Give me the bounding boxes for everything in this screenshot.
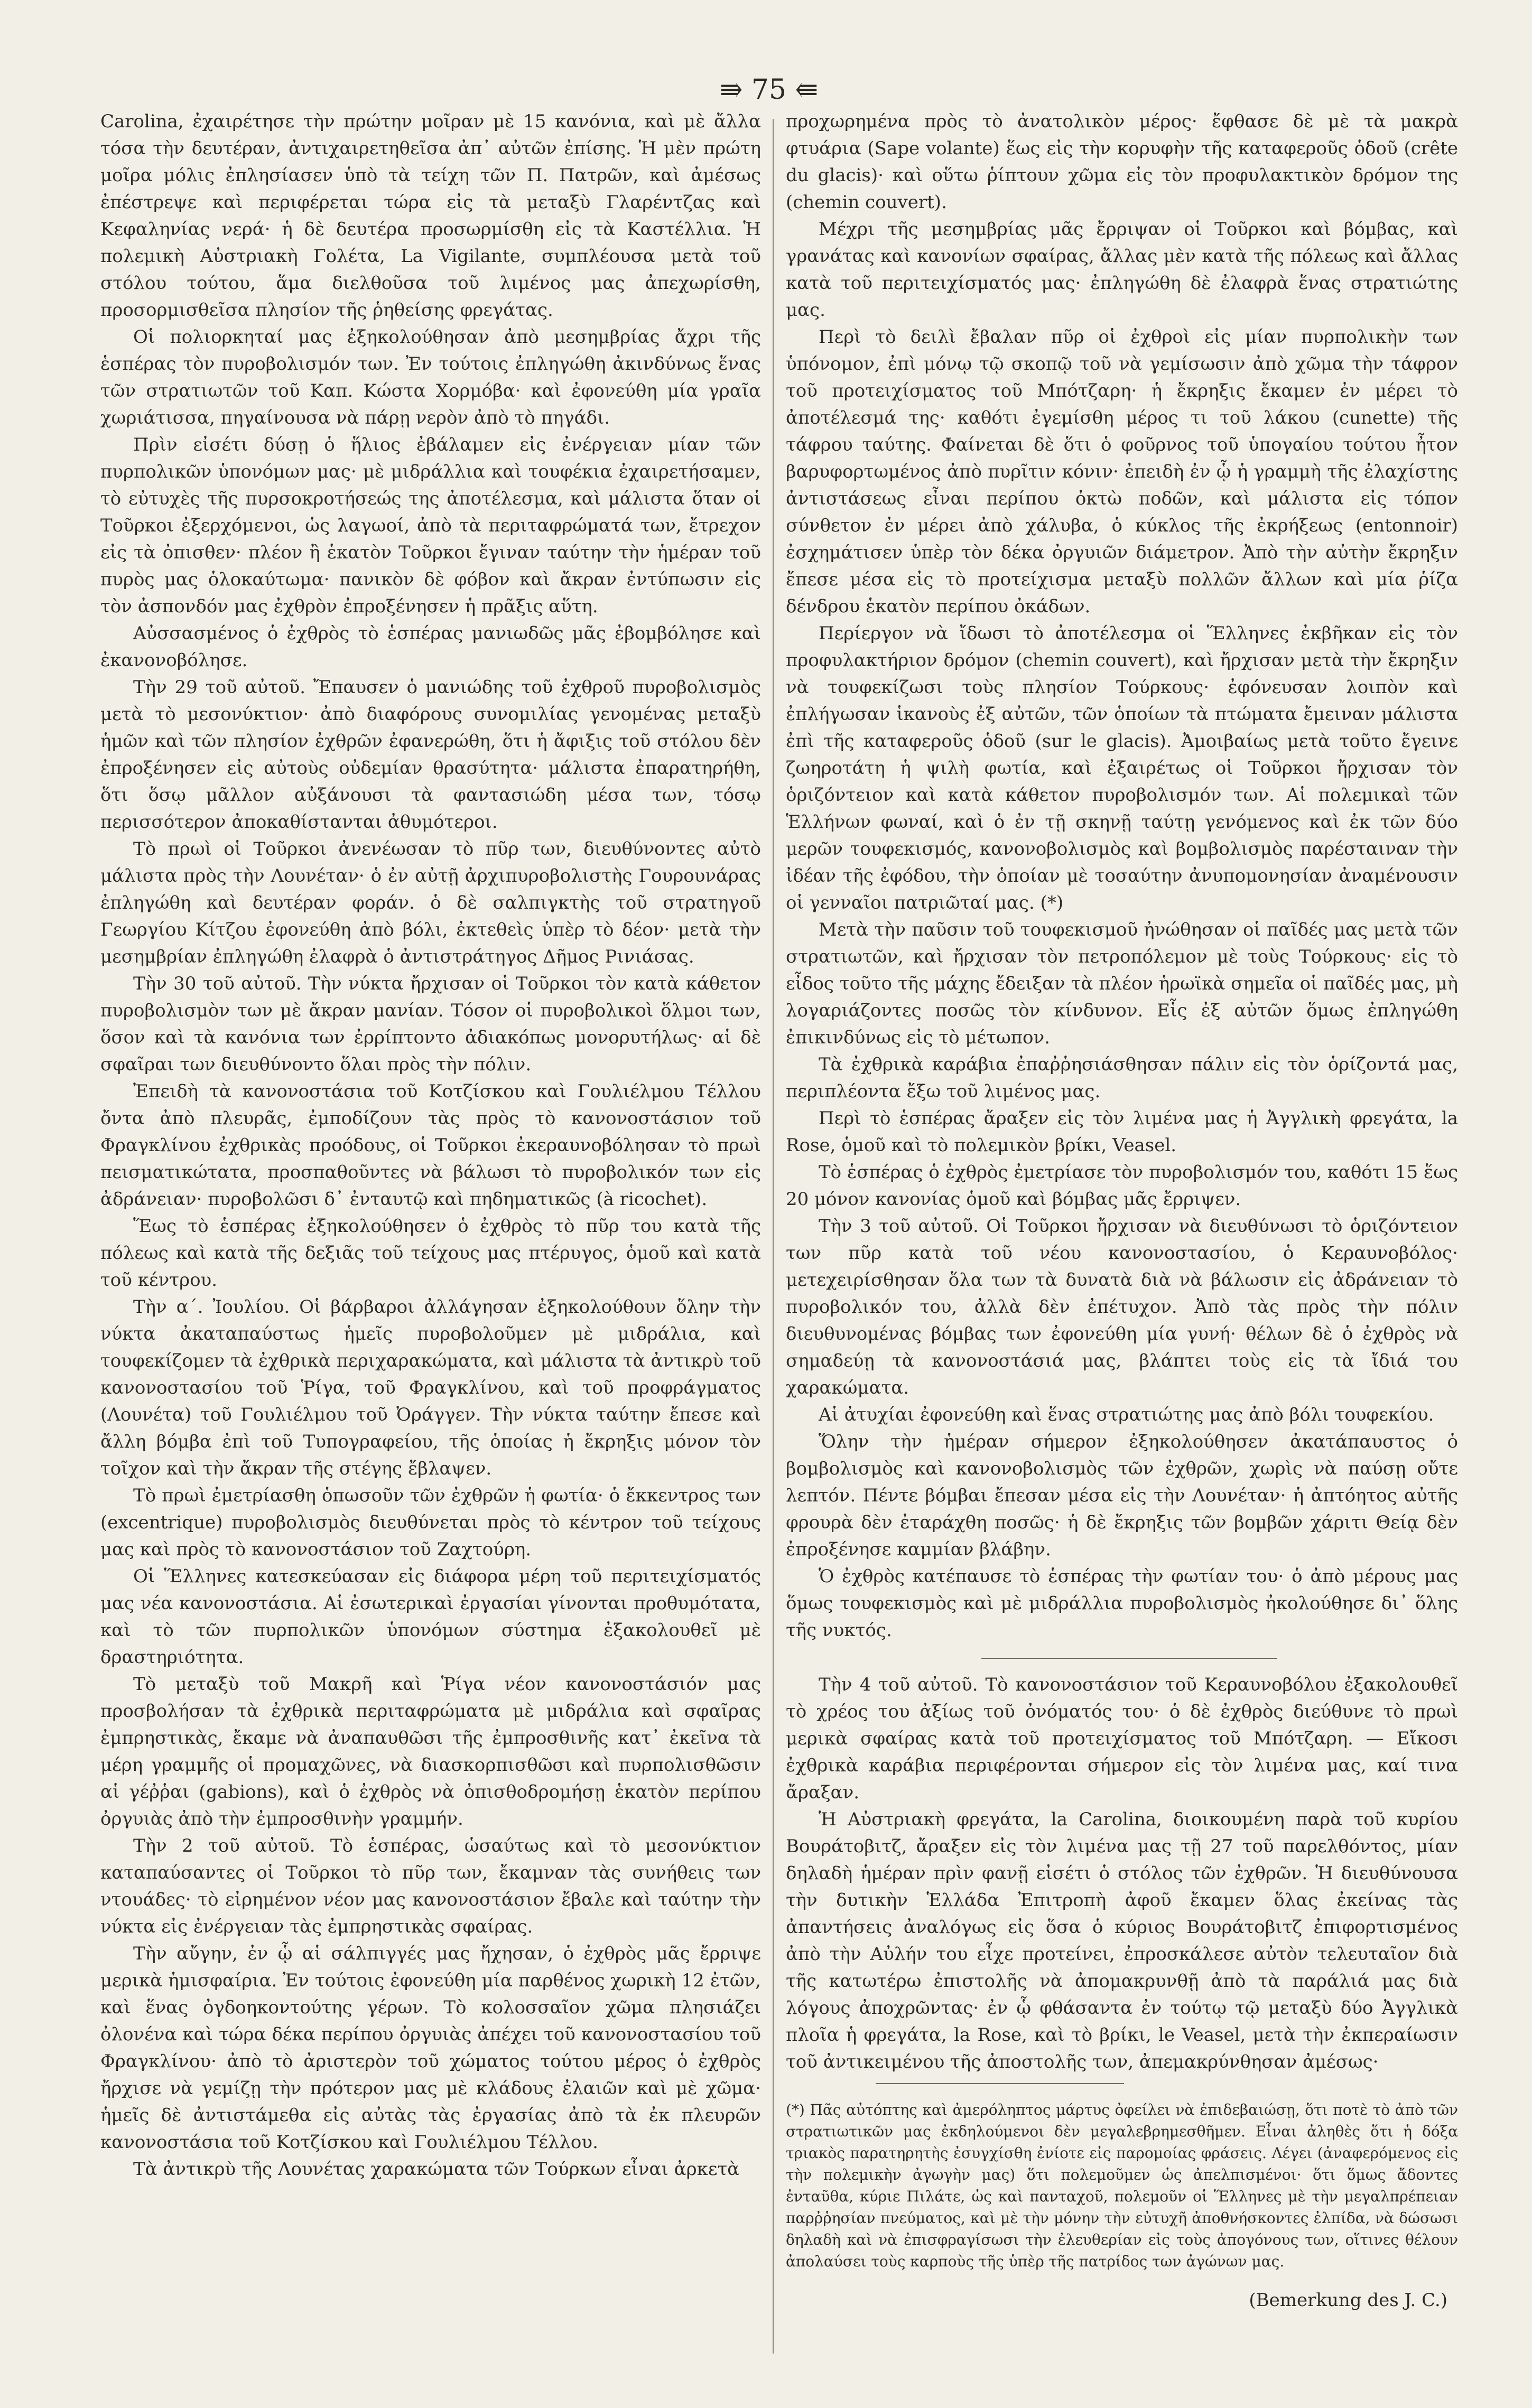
right-paragraph-7: Περὶ τὸ ἑσπέρας ἄραξεν εἰς τὸν λιμένα μας ἡ Ἀγγλικὴ φρεγάτα, la Rose, ὁμοῦ καὶ τὸ πολεμικὸν βρίκι, Veasel. xyxy=(786,1108,1458,1156)
footnote-signature: (Bemerkung des J. C.) xyxy=(1249,2290,1447,2311)
left-paragraph-8: Ἐπειδὴ τὰ κανονοστάσια τοῦ Κοτζίσκου καὶ Γουλιέλμου Τέλλου ὄντα ἀπὸ πλευρᾶς, ἐμποδίζουν τὰς πρὸς τὸ κανονοστάσιον τοῦ Φραγκλίνου ἐχθρικὰς προόδους, οἱ Τοῦρκοι ἐκεραυνοβόλησαν τὸ πρωὶ πεισματικώτατα, προσπαθοῦντες νὰ βάλωσι τὸ πυροβολικόν των εἰς ἀδράνειαν· πυροβολῶσι δ᾽ ἐνταυτῷ καὶ πηδηματικῶς (à ricochet). xyxy=(100,1081,761,1210)
left-paragraph-10: Τὴν α´. Ἰουλίου. Οἱ βάρβαροι ἀλλάγησαν ἐξηκολούθουν ὅλην τὴν νύκτα ἀκαταπαύστως ἡμεῖς πυροβολοῦμεν μὲ μιδράλια, καὶ τουφεκίζομεν τὰ ἐχθρικὰ περιχαρακώματα, καὶ μάλιστα τὰ ἀντικρὺ τοῦ κανονοστασίου τοῦ Ῥίγα, τοῦ Φραγκλίνου, καὶ τοῦ προφράγματος (Λουνέτα) τοῦ Γουλιέλμου τοῦ Ὀράγγεν. Τὴν νύκτα ταύτην ἔπεσε καὶ ἄλλη βόμβα ἐπὶ τοῦ Τυπογραφείου, τῆς ὁποίας ἡ ἔκρηξις μόνον τὸν τοῖχον καὶ τὴν ἄκραν τῆς στέγης ἔβλαψεν. xyxy=(100,1296,761,1479)
right-paragraph-10: Αἱ ἀτυχίαι ἐφονεύθη καὶ ἕνας στρατιώτης μας ἀπὸ βόλι τουφεκίου. xyxy=(819,1404,1434,1425)
left-paragraph-3: Πρὶν εἰσέτι δύσῃ ὁ ἥλιος ἐβάλαμεν εἰς ἐνέργειαν μίαν τῶν πυρπολικῶν ὑπονόμων μας· μὲ μιδράλλια καὶ τουφέκια ἐχαιρετήσαμεν, τὸ εὐτυχὲς τῆς πυρσοκροτήσεώς της ἀποτέλεσμα, καὶ μάλιστα ὅταν οἱ Τοῦρκοι ἐξερχόμενοι, ὡς λαγωοί, ἀπὸ τὰ περιταφρώματά των, ἔτρεχον εἰς τὰ ὀπισθεν· πλέον ἢ ἑκατὸν Τοῦρκοι ἔγιναν ταύτην τὴν ἡμέραν τοῦ πυρὸς μας ὁλοκαύτωμα· πανικὸν δὲ φόβον καὶ ἄκραν ἐντύπωσιν εἰς τὸν ἀσπονδόν μας ἐχθρὸν ἐπροξένησεν ἡ πρᾶξις αὕτη. xyxy=(100,434,761,617)
column-divider xyxy=(773,119,774,2354)
left-paragraph-9: Ἕως τὸ ἑσπέρας ἐξηκολούθησεν ὁ ἐχθρὸς τὸ πῦρ του κατὰ τῆς πόλεως καὶ κατὰ τῆς δεξιᾶς τοῦ τείχους μας πτέρυγος, ὁμοῦ καὶ κατὰ τοῦ κέντρου. xyxy=(100,1216,761,1291)
right-paragraph-6: Τὰ ἐχθρικὰ καράβια ἐπαῤῥησιάσθησαν πάλιν εἰς τὸν ὁρίζοντά μας, περιπλέοντα ἔξω τοῦ λιμένος μας. xyxy=(786,1054,1458,1102)
page-number-value: 75 xyxy=(751,74,787,106)
left-paragraph-13: Τὸ μεταξὺ τοῦ Μακρῆ καὶ Ῥίγα νέον κανονοστάσιόν μας προσβολήσαν τὰ ἐχθρικὰ περιταφρώματα μὲ μιδράλια καὶ σφαῖρας ἐμπρηστικὰς, ἔκαμε νὰ ἀναπαυθῶσι τῆς ἐμπροσθινῆς κατ᾽ ἐκεῖνα τὰ μέρη γραμμῆς οἱ προμαχῶνες, νὰ διασκορπισθῶσι καὶ πυρπολισθῶσιν αἱ γέῤῥαι (gabions), καὶ ὁ ἐχθρὸς νὰ ὀπισθοδρομήσῃ ἑκατὸν περίπου ὀργυιὰς ἀπὸ τὴν ἐμπροσθινὴν γραμμήν. xyxy=(100,1674,761,1830)
ornament-right: ⇚ xyxy=(786,74,819,106)
left-paragraph-5: Τὴν 29 τοῦ αὐτοῦ. Ἔπαυσεν ὁ μανιώδης τοῦ ἐχθροῦ πυροβολισμὸς μετὰ τὸ μεσονύκτιον· ἀπὸ διαφόρους συνομιλίας γενομένας μεταξὺ ἡμῶν καὶ τῶν πλησίον ἐχθρῶν ἐφανερώθη, ὅτι ἡ ἄφιξις τοῦ στόλου δὲν ἐπροξένησεν εἰς αὐτοὺς οὐδεμίαν θρασύτητα· μάλιστα ἐπαρατηρήθη, ὅτι ὅσῳ μᾶλλον αὐξάνουσι τὰ φαντασιώδη μέσα των, τόσῳ περισσότερον ἀποκαθίστανται ἀθυμότεροι. xyxy=(100,677,761,833)
left-paragraph-12: Οἱ Ἕλληνες κατεσκεύασαν εἰς διάφορα μέρη τοῦ περιτειχίσματός μας νέα κανονοστάσια. Αἱ ἐσωτερικαὶ ἐργασίαι γίνονται προθυμότατα, καὶ τὸ τῶν πυρπολικῶν ὑπονόμων σύστημα ἐξακολουθεῖ μὲ δραστηριότητα. xyxy=(100,1566,761,1668)
right-paragraph-5: Μετὰ τὴν παῦσιν τοῦ τουφεκισμοῦ ἠνώθησαν οἱ παῖδές μας μετὰ τῶν στρατιωτῶν, καὶ ἤρχισαν τὸν πετροπόλεμον μὲ τοὺς Τούρκους· εἰς τὸ εἶδος τοῦτο τῆς μάχης ἔδειξαν τὰ πλέον ἡρωϊκὰ σημεῖα οἱ παῖδές μας, μὴ λογαριάζοντες ποσῶς τὸν κίνδυνον. Εἷς ἐξ αὐτῶν ὅμως ἐπληγώθη ἐπικινδύνως εἰς τὸ μέτωπον. xyxy=(786,919,1458,1048)
left-paragraph-1: Carolina, ἐχαιρέτησε τὴν πρώτην μοῖραν μὲ 15 κανόνια, καὶ μὲ ἄλλα τόσα τὴν δευτέραν, ἀντιχαιρετηθεῖσα ἀπ᾽ αὐτῶν ἐπίσης. Ἡ μὲν πρώτη μοῖρα μόλις ἐπλησίασεν ὑπὸ τὰ τείχη τῶν Π. Πατρῶν, καὶ ἀμέσως ἐπέστρεψε καὶ περιφέρεται τώρα εἰς τὰ μεταξὺ Γλαρέντζας καὶ Κεφαληνίας νερά· ἡ δὲ δευτέρα προσωρμίσθη εἰς τὰ Καστέλλια. Ἡ πολεμικὴ Αὐστριακὴ Γολέτα, La Vigilante, συμπλέουσα μετὰ τοῦ στόλου τούτου, ἅμα διελθοῦσα τοῦ λιμένος μας ἀπεχωρίσθη, προσορμισθεῖσα πλησίον τῆς ῥηθείσης φρεγάτας. xyxy=(100,111,761,321)
page-number xyxy=(692,74,846,106)
ornament-left: ⇛ xyxy=(719,74,751,106)
right-column xyxy=(786,108,1458,2364)
right-paragraph-13: Τὴν 4 τοῦ αὐτοῦ. Τὸ κανονοστάσιον τοῦ Κεραυνοβόλου ἐξακολουθεῖ τὸ χρέος του ἀξίως τοῦ ὀνόματός του· ὁ δὲ ἐχθρὸς διεύθυνε τὸ πρωὶ μερικὰ σφαίρας κατὰ τοῦ προτειχίσματος τοῦ Μπότζαρη. — Εἴκοσι ἐχθρικὰ καράβια περιφέρονται σήμερον εἰς τὸν λιμένα μας, καί τινα ἄραξαν. xyxy=(786,1674,1458,1803)
right-paragraph-1: προχωρημένα πρὸς τὸ ἀνατολικὸν μέρος· ἔφθασε δὲ μὲ τὰ μακρὰ φτυάρια (Sape volante) ἕως εἰς τὴν κορυφὴν τῆς καταφεροῦς ὁδοῦ (crête du glacis)· καὶ οὕτω ῥίπτουν χῶμα εἰς τὸν προφυλακτικὸν δρόμον της (chemin couvert). xyxy=(786,111,1458,213)
section-rule xyxy=(981,1658,1277,1659)
left-paragraph-11: Τὸ πρωὶ ἐμετρίασθη ὁπωσοῦν τῶν ἐχθρῶν ἡ φωτία· ὁ ἔκκεντρος των (excentrique) πυροβολισμὸς διευθύνεται πρὸς τὸ κέντρον τοῦ τείχους μας καὶ πρὸς τὸ κανονοστάσιον τοῦ Ζαχτούρη. xyxy=(100,1485,761,1560)
right-paragraph-11: Ὅλην τὴν ἡμέραν σήμερον ἐξηκολούθησεν ἀκατάπαυστος ὁ βομβολισμὸς καὶ κανονοβολισμὸς τῶν ἐχθρῶν, χωρὶς νὰ παύσῃ οὔτε λεπτόν. Πέντε βόμβαι ἔπεσαν μέσα εἰς τὴν Λουνέταν· ἡ ἀπτόητος αὐτῆς φρουρὰ δὲν ἐταράχθη ποσῶς· ἡ δὲ ἔκρηξις τῶν βομβῶν χάριτι Θείᾳ δὲν ἐπροξένησε καμμίαν βλάβην. xyxy=(786,1431,1458,1560)
left-paragraph-6: Τὸ πρωὶ οἱ Τοῦρκοι ἀνενέωσαν τὸ πῦρ των, διευθύνοντες αὐτὸ μάλιστα πρὸς τὴν Λουνέταν· ὁ ἐν αὐτῇ ἀρχιπυροβολιστὴς Γουρουνάρας ἐπληγώθη καὶ δευτέραν φοράν. ὁ δὲ σαλπιγκτὴς τοῦ στρατηγοῦ Γεωργίου Κίτζου ἐφονεύθη ἀπὸ βόλι, ἐκτεθεὶς ὑπὲρ τὸ δέον· μετὰ τὴν μεσημβρίαν ἐπληγώθη ἐλαφρὰ ὁ ἀντιστράτηγος Δῆμος Ρινιάσας. xyxy=(100,838,761,967)
right-paragraph-14: Ἡ Αὐστριακὴ φρεγάτα, la Carolina, διοικουμένη παρὰ τοῦ κυρίου Βουράτοβιτζ, ἄραξεν εἰς τὸν λιμένα μας τῇ 27 τοῦ παρελθόντος, μίαν δηλαδὴ ἡμέραν πρὶν φανῇ εἰσέτι ὁ στόλος τῶν ἐχθρῶν. Ἡ διευθύνουσα τὴν δυτικὴν Ἑλλάδα Ἐπιτροπὴ ἀφοῦ ἔκαμεν ὅλας ἐκείνας τὰς ἀπαντήσεις ἀναλόγως εἰς ὅσα ὁ κύριος Βουράτοβιτζ ἐπιφορτισμένος ἀπὸ τὴν Αὐλήν του εἶχε προτείνει, ἐπροσκάλεσε αὐτὸν τελευταῖον διὰ τῆς κατωτέρω ἐπιστολῆς νὰ ἀπομακρυνθῇ ἀπὸ τὰ παράλιά μας διὰ λόγους ἀποχρῶντας· ἐν ᾧ φθάσαντα ἐν τούτῳ τῷ μεταξὺ δύο Ἀγγλικὰ πλοῖα ἡ φρεγάτα, la Rose, καὶ τὸ βρίκι, le Veasel, μετὰ τὴν ἐκπεραίωσιν τοῦ ἀντικειμένου τῆς ἀποστολῆς των, ἀπεμακρύνθησαν ἀμέσως· xyxy=(786,1809,1458,2073)
footnote-rule xyxy=(876,2083,1124,2084)
left-paragraph-7: Τὴν 30 τοῦ αὐτοῦ. Τὴν νύκτα ἤρχισαν οἱ Τοῦρκοι τὸν κατὰ κάθετον πυροβολισμὸν των μὲ ἄκραν μανίαν. Τόσον οἱ πυροβολικοὶ ὅλμοι των, ὅσον καὶ τὰ κανόνια των ἐρρίπτοντο ἀδιακόπως μονορυτήλως· αἱ δὲ σφαῖραι των διευθύνοντο ὅλαι πρὸς τὴν πόλιν. xyxy=(100,973,761,1075)
left-column xyxy=(100,108,761,2354)
left-paragraph-14: Τὴν 2 τοῦ αὐτοῦ. Τὸ ἑσπέρας, ὡσαύτως καὶ τὸ μεσονύκτιον καταπαύσαντες οἱ Τοῦρκοι τὸ πῦρ των, ἔκαμναν τὰς συνήθεις των ντουάδες· τὸ εἰρημένον νέον μας κανονοστάσιον ἔβαλε καὶ ταύτην τὴν νύκτα εἰς ἐνέργειαν τὰς ἐμπρηστικὰς σφαίρας. xyxy=(100,1835,761,1937)
left-paragraph-15: Τὴν αὔγην, ἐν ᾧ αἱ σάλπιγγές μας ἤχησαν, ὁ ἐχθρὸς μᾶς ἔρριψε μερικὰ ἡμισφαίρια. Ἐν τούτοις ἐφονεύθη μία παρθένος χωρικὴ 12 ἐτῶν, καὶ ἕνας ὀγδοηκοντούτης γέρων. Τὸ κολοσσαῖον χῶμα πλησιάζει ὀλονένα καὶ τώρα δέκα περίπου ὀργυιὰς ἀπέχει τοῦ κανονοστασίου τοῦ Φραγκλίνου· ἀπὸ τὸ ἀριστερὸν τοῦ χώματος τούτου μέρος ὁ ἐχθρὸς ἤρχισε νὰ γεμίζῃ τὴν πρότερον μας μὲ κλάδους ἐλαιῶν καὶ μὲ χῶμα· ἡμεῖς δὲ ἀντιστάμεθα εἰς αὐτὰς τὰς ἐργασίας ἀπὸ τὰ ἐκ πλευρῶν κανονοστάσια τοῦ Κοτζίσκου καὶ Γουλιέλμου Τέλλου. xyxy=(100,1943,761,2153)
right-paragraph-9: Τὴν 3 τοῦ αὐτοῦ. Οἱ Τοῦρκοι ἤρχισαν νὰ διευθύνωσι τὸ ὁριζόντειον των πῦρ κατὰ τοῦ νέου κανονοστασίου, ὁ Κεραυνοβόλος· μετεχειρίσθησαν ὅλα των τὰ δυνατὰ διὰ νὰ βάλωσιν εἰς ἀδράνειαν τὸ πυροβολικόν του, ἀλλὰ δὲν ἐπέτυχον. Ἀπὸ τὰς πρὸς τὴν πόλιν διευθυνομένας βόμβας των ἐφονεύθη μία γυνή· θέλων δὲ ὁ ἐχθρὸς νὰ σημαδεύῃ τὰ κανονοστάσιά μας, βλάπτει τοὺς εἰς τὰ ἴδιά του χαρακώματα. xyxy=(786,1216,1458,1398)
right-paragraph-2: Μέχρι τῆς μεσημβρίας μᾶς ἔρριψαν οἱ Τοῦρκοι καὶ βόμβας, καὶ γρανάτας καὶ κανονίων σφαίρας, ἄλλας μὲν κατὰ τῆς πόλεως καὶ ἄλλας κατὰ τοῦ περιτειχίσματός μας· ἐπληγώθη δὲ ἐλαφρὰ ἕνας στρατιώτης μας. xyxy=(786,219,1458,321)
right-paragraph-8: Τὸ ἑσπέρας ὁ ἐχθρὸς ἐμετρίασε τὸν πυροβολισμόν του, καθότι 15 ἕως 20 μόνον κανονίας ὁμοῦ καὶ βόμβας μᾶς ἔρριψεν. xyxy=(786,1162,1458,1210)
right-paragraph-3: Περὶ τὸ δειλὶ ἔβαλαν πῦρ οἱ ἐχθροὶ εἰς μίαν πυρπολικὴν των ὑπόνομον, ἐπὶ μόνῳ τῷ σκοπῷ τοῦ νὰ γεμίσωσιν ἀπὸ χῶμα τὴν τάφρον τοῦ προτειχίσματος τοῦ Μπότζαρη· ἡ ἔκρηξις ἔκαμεν ἐν μέρει τὸ ἀποτέλεσμά της· καθότι ἐγεμίσθη μέρος τι τοῦ λάκου (cunette) τῆς τάφρου ταύτης. Φαίνεται δὲ ὅτι ὁ φοῦρνος τοῦ ὑπογαίου τούτου ἦτον βαρυφορτωμένος ἀπὸ πυρῖτιν κόνιν· ἐπειδὴ ἐν ᾧ ἡ γραμμὴ τῆς ἐλαχίστης ἀντιστάσεως εἶναι περίπου ὀκτὼ ποδῶν, καὶ μάλιστα εἰς τόπον σύνθετον ἐν μέρει ἀπὸ χάλυβα, ὁ κύκλος τῆς ἐκρήξεως (entonnoir) ἐσχημάτισεν ὑπὲρ τὸν δέκα ὀργυιῶν διάμετρον. Ἀπὸ τὴν αὐτὴν ἔκρηξιν ἔπεσε μέσα εἰς τὸ προτείχισμα μεταξὺ πολλῶν ἄλλων καὶ μία ῥίζα δένδρου ἑκατὸν περίπου ὀκάδων. xyxy=(786,326,1458,617)
footnote: (*) Πᾶς αὐτόπτης καὶ ἀμερόληπτος μάρτυς ὀφείλει νὰ ἐπιδεβαιώσῃ, ὅτι ποτὲ τὸ ἀπὸ τῶν στρατιωτικῶν μας ἐκδηλούμενοι δὲν μεγαλεβρημεσθῆμεν. Εἶναι ἀληθὲς ὅτι ἡ δόξα τριακὸς παρατηρητὴς ἐσυγχίσθη ἐνίοτε εἰς παρομοίας φράσεις. Λέγει (ἀναφερόμενος εἰς τὴν πολεμικὴν ἀγωγὴν μας) ὅτι πολεμοῦμεν ὡς ἀπελπισμένοι· ὅτι ὅμως ἄδοντες ἐνταῦθα, κύριε Πιλάτε, ὡς καὶ πανταχοῦ, πολεμοῦν οἱ Ἕλληνες μὲ τὴν μεγαλπρέπειαν παρῤῥησίαν πνεύματος, καὶ μὲ τὴν μόνην τὴν εὐτυχῆ ἀποθνήσκοντες ἐλπίδα, νὰ δώσωσι δηλαδὴ καὶ νὰ ἐπισφραγίσωσι τὴν ἐλευθερίαν εἰς τοὺς ἀπογόνους των, οἵτινες θέλουν ἀπολαύσει τοὺς καρποὺς τῆς ὑπὲρ τῆς πατρίδος των ἀγώνων μας. xyxy=(786,2101,1458,2270)
right-paragraph-12: Ὁ ἐχθρὸς κατέπαυσε τὸ ἑσπέρας τὴν φωτίαν του· ὁ ἀπὸ μέρους μας ὅμως τουφεκισμὸς καὶ μὲ μιδράλλια πυροβολισμὸς ἠκολούθησε δι᾽ ὅλης τῆς νυκτός. xyxy=(786,1566,1458,1641)
left-paragraph-4: Αὐσσασμένος ὁ ἐχθρὸς τὸ ἑσπέρας μανιωδῶς μᾶς ἐβομβόλησε καὶ ἐκανονοβόλησε. xyxy=(100,623,761,671)
left-paragraph-2: Οἱ πολιορκηταί μας ἐξηκολούθησαν ἀπὸ μεσημβρίας ἄχρι τῆς ἑσπέρας τὸν πυροβολισμόν των. Ἐν τούτοις ἐπληγώθη ἀκινδύνως ἕνας τῶν στρατιωτῶν τοῦ Καπ. Κώστα Χορμόβα· καὶ ἐφονεύθη μία γραῖα χωριάτισσα, πηγαίνουσα νὰ πάρῃ νερὸν ἀπὸ τὸ πηγάδι. xyxy=(100,326,761,428)
right-paragraph-4: Περίεργον νὰ ἴδωσι τὸ ἀποτέλεσμα οἱ Ἕλληνες ἐκβῆκαν εἰς τὸν προφυλακτήριον δρόμον (chemin couvert), καὶ ἤρχισαν μετὰ τὴν ἔκρηξιν νὰ τουφεκίζωσι τοὺς πλησίον Τούρκους· ἐφόνευσαν λοιπὸν καὶ ἐπλήγωσαν ἱκανοὺς ἐξ αὐτῶν, τῶν ὁποίων τὰ πτώματα ἔμειναν μάλιστα ἐπὶ τῆς καταφεροῦς ὁδοῦ (sur le glacis). Ἀμοιβαίως μετὰ τοῦτο ἔγεινε ζωηροτάτη ἡ ψιλὴ φωτία, καὶ ἐξαιρέτως οἱ Τοῦρκοι ἤρχισαν τὸν ὁριζόντειον καὶ κατὰ κάθετον πυροβολισμόν των. Αἱ πολεμικαὶ τῶν Ἑλλήνων φωναί, καὶ ὁ ἐν τῇ σκηνῇ ταύτῃ γενόμενος καὶ ἐκ τῶν δύο μερῶν τουφεκισμός, κανονοβολισμὸς καὶ βομβολισμὸς παρέσταιναν τὴν ἰδέαν τῆς ἐφόδου, τὴν ὁποίαν μὲ τοσαύτην ἀνυπομονησίαν ἀναμένουσιν οἱ γενναῖοι πατριῶταί μας. (*) xyxy=(786,623,1458,913)
left-paragraph-16: Τὰ ἀντικρὺ τῆς Λουνέτας χαρακώματα τῶν Τούρκων εἶναι ἀρκετὰ xyxy=(133,2159,740,2180)
